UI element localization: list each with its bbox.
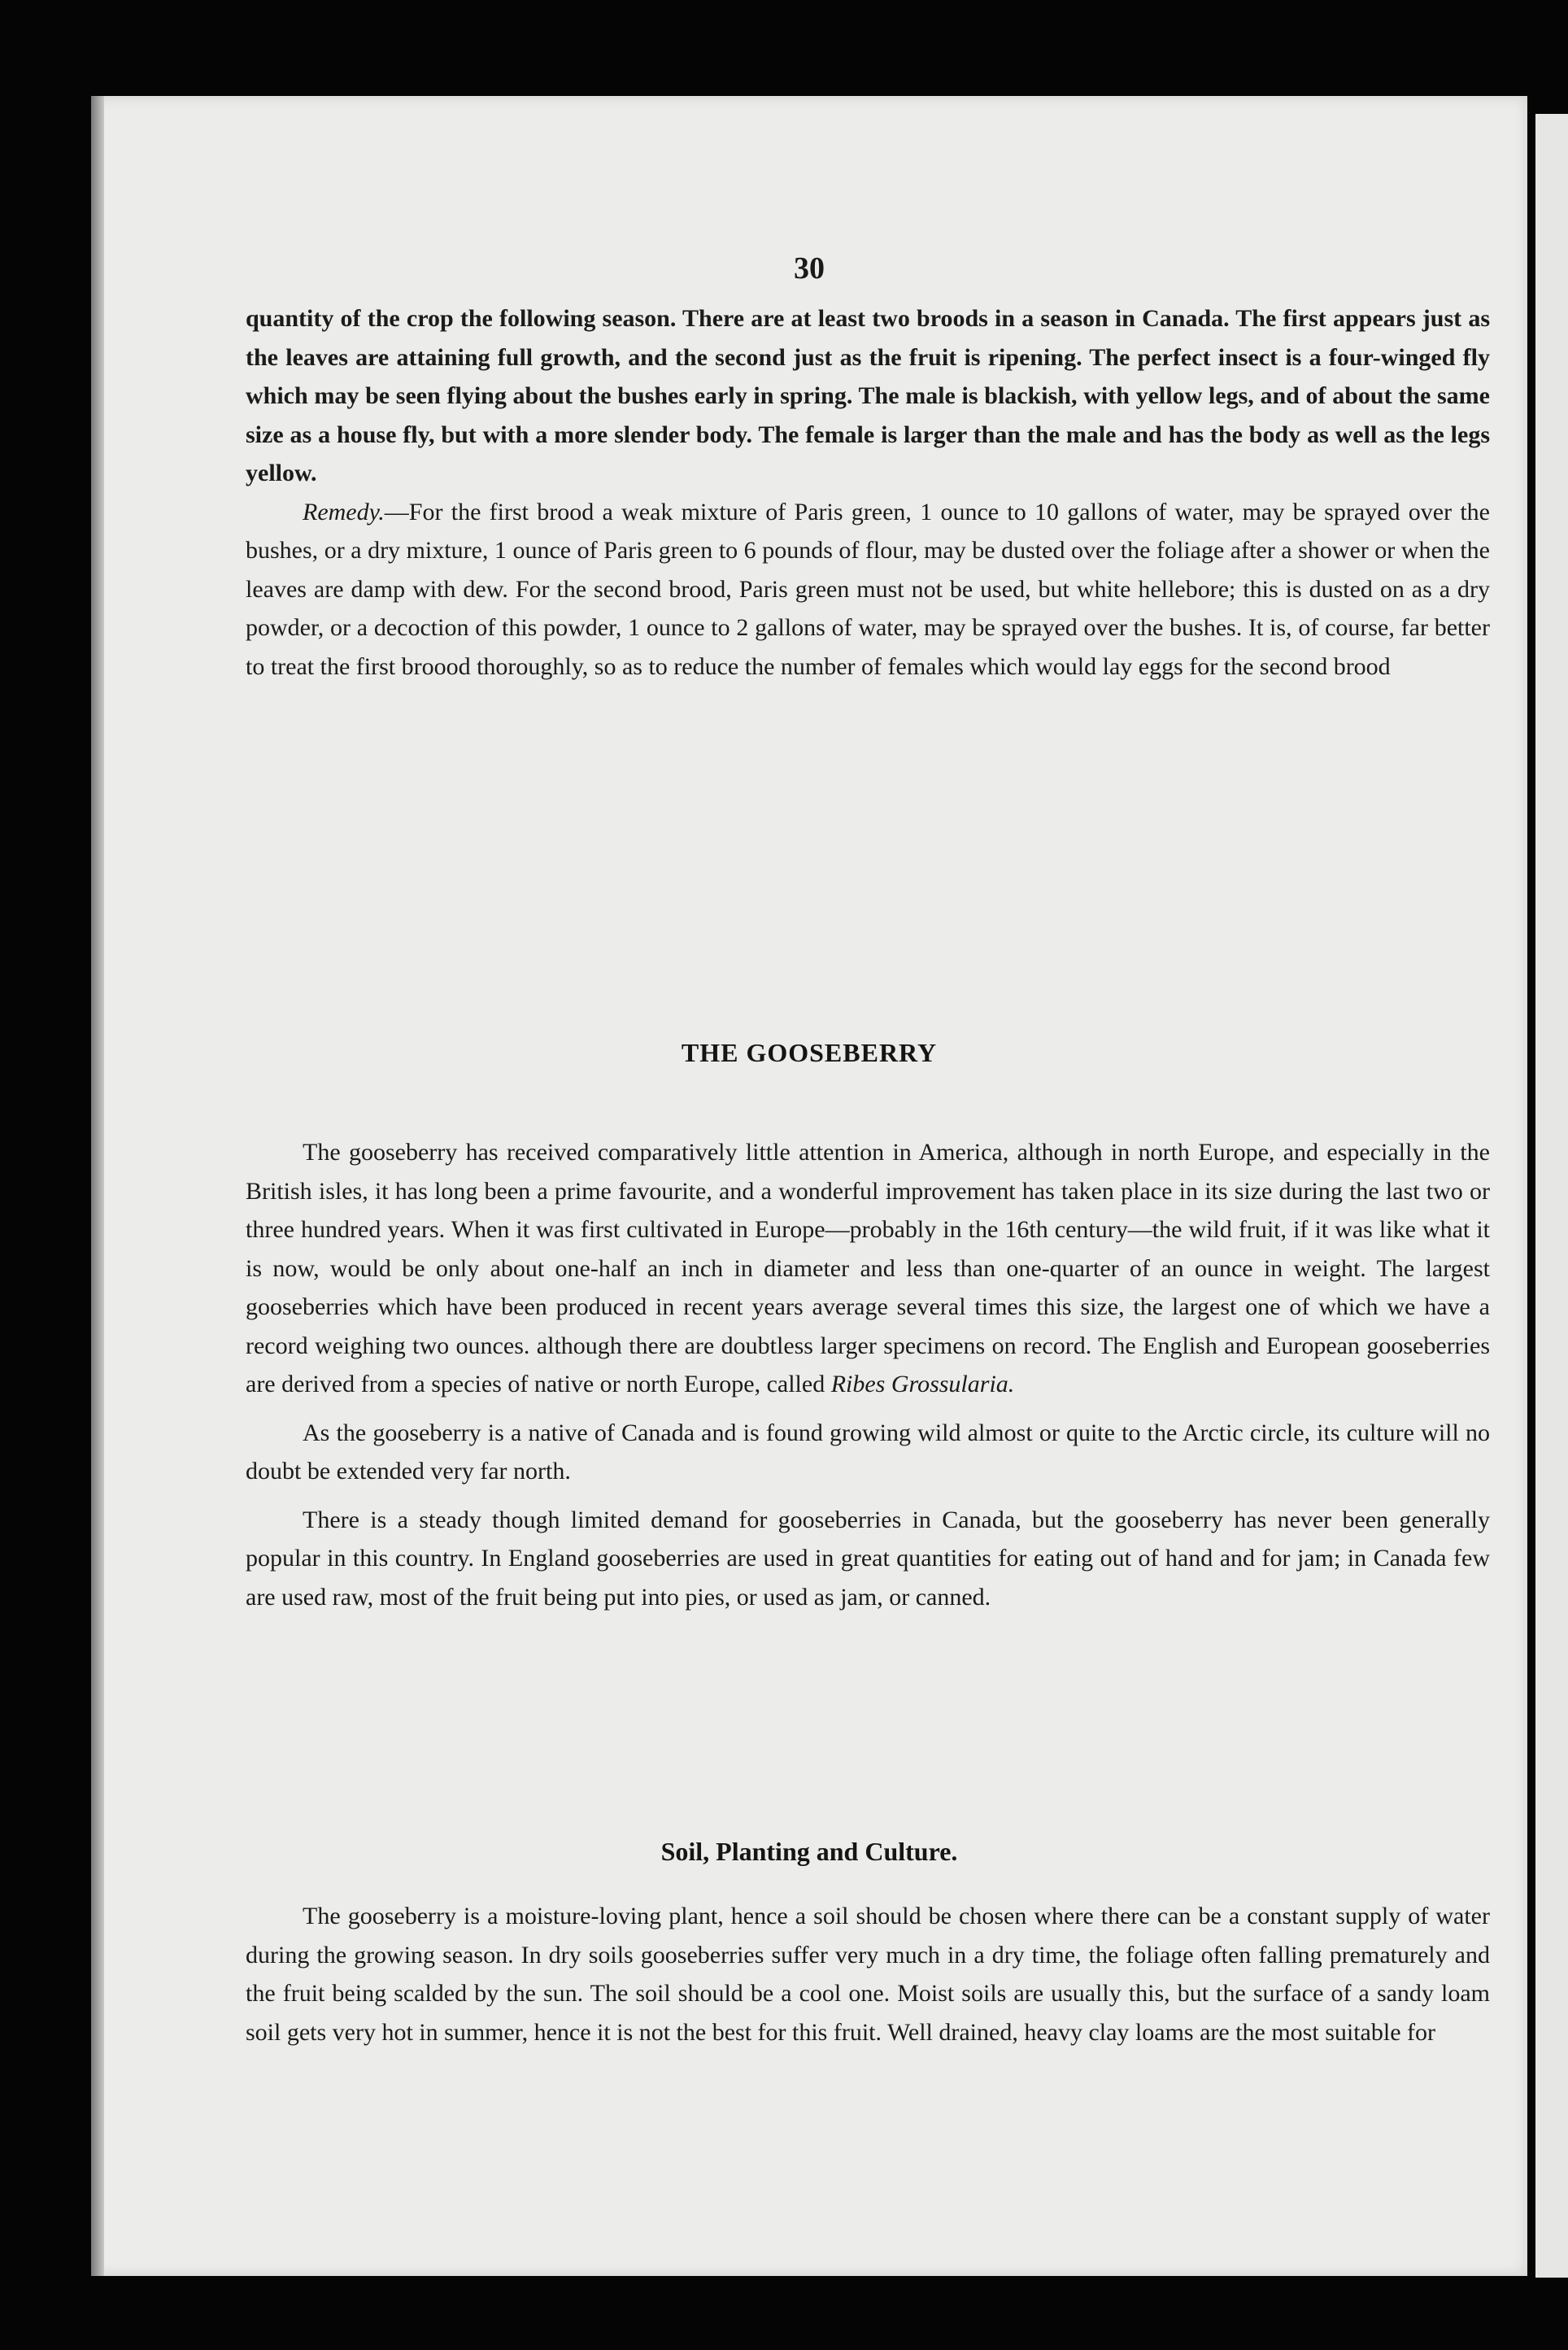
gooseberry-history-text: The gooseberry has received comparatively little attention in America, although in north Europe, and especially in the British isles, it has long been a prime favourite, and a wonderful improvement has taken place in its size during the last two or three hundred years. When it was first cultivated in Europe—probably in the 16th century—the wild fruit, if it was like what it is now, would be only about one-half an inch in diameter and less than one-quarter of an ounce in weight. The largest gooseberries which have been produced in recent years average several times this size, the largest one of which we have a record weighing two ounces. although there are doubtless larger specimens on record. The English and European gooseberries are derived from a species of native or north Europe, called [246, 1139, 1490, 1397]
section-heading-soil: Soil, Planting and Culture. [660, 1837, 958, 1866]
gooseberry-demand-paragraph: There is a steady though limited demand for gooseberries in Canada, but the gooseberry has never been generally popular in this country. In England gooseberries are used in great quantities for eating out of hand and for jam; in Canada few are used raw, most of the fruit being put into pies, or used as jam, or canned. [246, 1506, 1490, 1611]
species-name: Ribes Grossularia. [830, 1371, 1015, 1397]
soil-paragraph: The gooseberry is a moisture-loving plant, hence a soil should be chosen where there can be a constant supply of water during the growing season. In dry soils gooseberries suffer very much in a dry time, the foliage often falling prematurely and the fruit being scalded by the sun. The soil should be a cool one. Moist soils are usually this, but the surface of a sandy loam soil gets very hot in summer, hence it is not the best for this fruit. Well drained, heavy clay loams are the most suitable for [246, 1903, 1490, 2046]
gooseberry-history-paragraph [246, 1133, 1490, 1404]
top-text-block [246, 299, 1490, 686]
remedy-label: Remedy. [303, 498, 385, 525]
document-page [91, 96, 1527, 2276]
page-number: 30 [794, 251, 825, 286]
page-binding-edge [91, 96, 104, 2276]
gooseberry-canada-paragraph: As the gooseberry is a native of Canada and is found growing wild almost or quite to the Arctic circle, its culture will no doubt be extended very far north. [246, 1419, 1490, 1485]
remedy-paragraph [246, 493, 1490, 687]
soil-text-block [246, 1897, 1490, 2051]
remedy-text: —For the first brood a weak mixture of Paris green, 1 ounce to 10 gallons of water, may be sprayed over the bushes, or a dry mixture, 1 ounce of Paris green to 6 pounds of flour, may be dusted over the foliage after a shower or when the leaves are damp with dew. For the second brood, Paris green must not be used, but white hellebore; this is dusted on as a dry powder, or a decoction of this powder, 1 ounce to 2 gallons of water, may be sprayed over the bushes. It is, of course, far better to treat the first broood thoroughly, so as to reduce the number of females which would lay eggs for the second brood [246, 498, 1490, 680]
adjacent-page-edge [1535, 114, 1568, 2278]
gooseberry-text-block [246, 1133, 1490, 1616]
insect-description-paragraph: quantity of the crop the following season. There are at least two broods in a season in Canada. The first appears just as the leaves are attaining full growth, and the second just as the fruit is ripening. The perfect insect is a four-winged fly which may be seen flying about the bushes early in spring. The male is blackish, with yellow legs, and of about the same size as a house fly, but with a more slender body. The female is larger than the male and has the body as well as the legs yellow. [246, 305, 1490, 486]
section-heading-gooseberry: THE GOOSEBERRY [681, 1038, 938, 1067]
